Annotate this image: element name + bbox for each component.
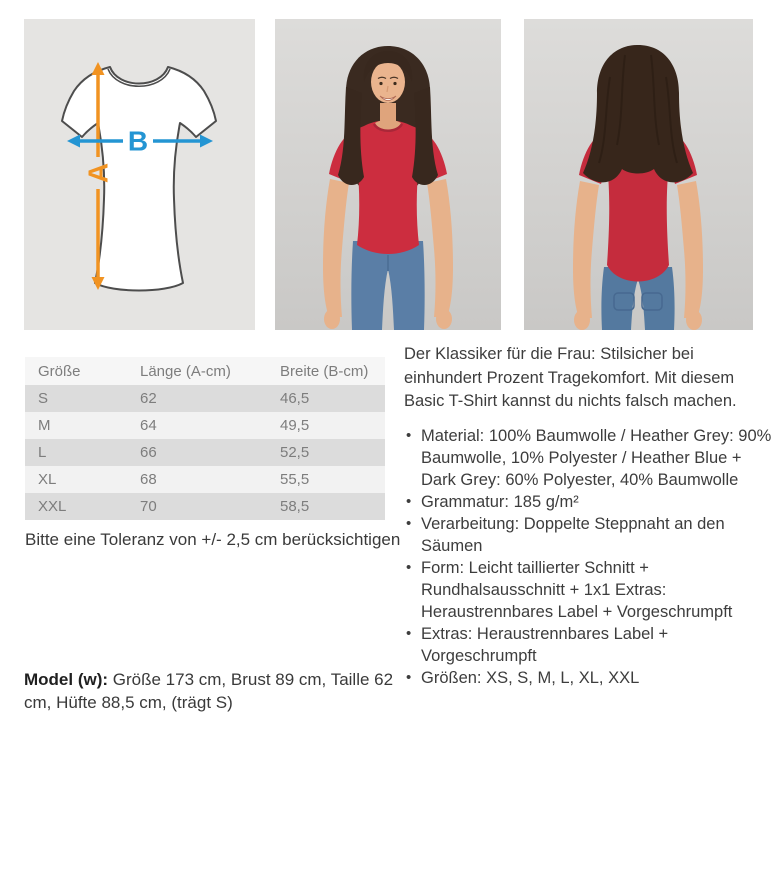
model-measurements-label: Model (w): [24, 670, 109, 689]
table-row [25, 412, 385, 439]
description-bullet: • Verarbeitung: Doppelte Steppnaht an den Säumen [404, 513, 772, 557]
table-row [25, 385, 385, 412]
table-cell: 68 [140, 471, 157, 488]
table-cell: 46,5 [280, 390, 310, 407]
description-bullet: • Grammatur: 185 g/m² [404, 491, 772, 513]
model-measurements [24, 668, 398, 714]
table-cell: 55,5 [280, 471, 310, 488]
table-cell: 64 [140, 417, 157, 434]
table-cell: M [38, 417, 51, 434]
table-cell: 58,5 [280, 498, 310, 515]
size-table-body [25, 385, 385, 520]
table-cell: 62 [140, 390, 157, 407]
size-table [25, 357, 385, 520]
size-diagram-image [24, 19, 255, 330]
model-back-svg [524, 19, 753, 330]
description-bullet: • Extras: Heraustrennbares Label + Vorgeschrumpft [404, 623, 772, 667]
description-bullet: • Material: 100% Baumwolle / Heather Grey: 90% Baumwolle, 10% Polyester / Heather Blue + Dark Grey: 60% Polyester, 40% Baumwolle [404, 425, 772, 491]
model-measurements-text: Größe 173 cm, Brust 89 cm, Taille 62 cm, Hüfte 88,5 cm, (trägt S) [24, 670, 394, 712]
table-row [25, 493, 385, 520]
column-header-width: Breite (B-cm) [267, 357, 385, 385]
table-cell: 49,5 [280, 417, 310, 434]
description-bullet: • Größen: XS, S, M, L, XL, XXL [404, 667, 772, 689]
table-row [25, 439, 385, 466]
table-cell: 52,5 [280, 444, 310, 461]
width-label-b: B [127, 125, 149, 157]
table-row [25, 466, 385, 493]
table-cell: 66 [140, 444, 157, 461]
table-cell: S [38, 390, 49, 407]
length-label-a: A [82, 162, 114, 184]
model-front-svg [275, 19, 501, 330]
tolerance-note: Bitte eine Toleranz von +/- 2,5 cm berücksichtigen [25, 530, 401, 549]
column-header-length: Länge (A-cm) [127, 357, 267, 385]
description-bullets [404, 425, 772, 689]
model-back-photo [524, 19, 753, 330]
size-diagram-svg [24, 19, 255, 330]
description-intro: Der Klassiker für die Frau: Stilsicher bei einhundert Prozent Tragekomfort. Mit diesem Basic T-Shirt kannst du nichts falsch machen. [404, 345, 737, 410]
column-header-size: Größe [25, 357, 127, 385]
description-bullet: • Form: Leicht taillierter Schnitt + Rundhalsausschnitt + 1x1 Extras: Heraustrennbares Label + Vorgeschrumpft [404, 557, 772, 623]
table-cell: XL [38, 471, 57, 488]
product-description [404, 343, 772, 689]
size-table-header-row [25, 357, 385, 385]
table-cell: XXL [38, 498, 67, 515]
table-cell: L [38, 444, 47, 461]
model-front-photo [275, 19, 501, 330]
table-cell: 70 [140, 498, 157, 515]
